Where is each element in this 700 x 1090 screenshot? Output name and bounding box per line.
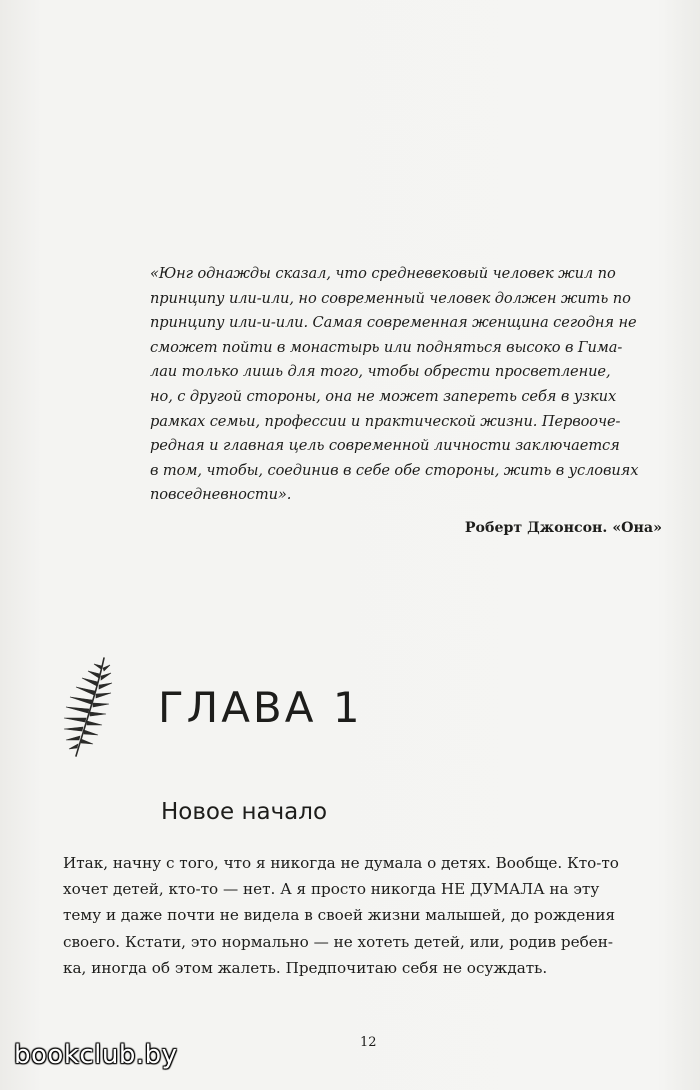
epigraph-line: сможет пойти в монастырь или подняться высоко в Гима- — [150, 338, 623, 356]
epigraph-line: принципу или-и-или. Самая современная женщина сегодня не — [150, 314, 637, 332]
epigraph-attribution: Роберт Джонсон. «Она» — [464, 520, 662, 536]
body-line: хочет детей, кто-то — нет. А я просто никогда НЕ ДУМАЛА на эту — [63, 880, 600, 899]
page-number: 12 — [360, 1035, 377, 1050]
epigraph-line: «Юнг однажды сказал, что средневековый человек жил по — [150, 265, 616, 282]
body-line: ка, иногда об этом жалеть. Предпочитаю себя не осуждать. — [63, 958, 548, 977]
epigraph-line: рамках семьи, профессии и практической жизни. Первооче- — [150, 412, 621, 430]
epigraph-line: но, с другой стороны, она не может запереть себя в узких — [150, 387, 617, 405]
body-line: тему и даже почти не видела в своей жизни малышей, до рождения — [63, 906, 616, 925]
epigraph-line: в том, чтобы, соединив в себе обе стороны, жить в условиях — [150, 461, 639, 479]
epigraph-line: редная и главная цель современной личности заключается — [150, 437, 620, 455]
epigraph-line: принципу или-или, но современный человек должен жить по — [150, 289, 631, 307]
watermark: bookclub.by — [14, 1040, 178, 1070]
body-line: своего. Кстати, это нормально — не хотеть детей, или, родив ребен- — [63, 932, 614, 951]
body-paragraph — [63, 850, 673, 981]
chapter-subtitle: Новое начало — [161, 799, 328, 825]
fern-icon — [58, 656, 114, 760]
body-line: Итак, начну с того, что я никогда не думала о детях. Вообще. Кто-то — [63, 854, 619, 872]
epigraph-line: повседневности». — [150, 486, 292, 504]
epigraph-line: лаи только лишь для того, чтобы обрести просветление, — [150, 363, 611, 381]
epigraph — [150, 262, 670, 508]
chapter-title: ГЛАВА 1 — [158, 683, 363, 732]
